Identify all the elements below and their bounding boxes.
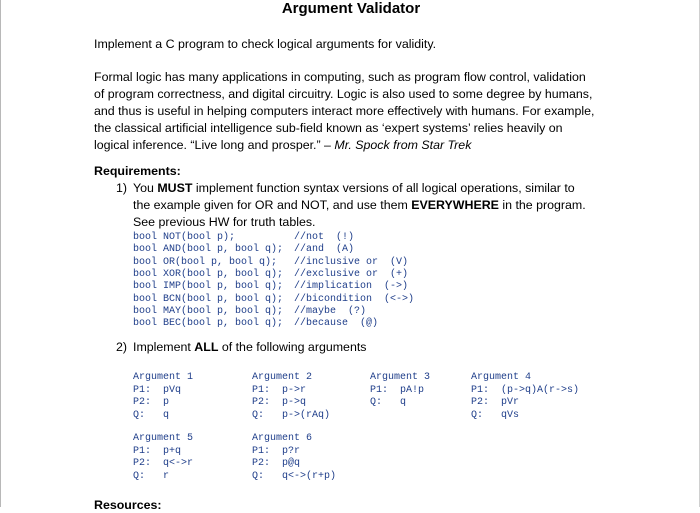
argument-line: Q: qVs bbox=[471, 409, 520, 421]
argument-title: Argument 6 bbox=[252, 433, 313, 444]
argument-title: Argument 5 bbox=[133, 433, 194, 444]
argument-line: P1: (p->q)A(r->s) bbox=[471, 384, 580, 396]
req2-text-a: Implement bbox=[133, 340, 195, 354]
code-line bbox=[133, 281, 409, 293]
req1-everywhere: EVERYWHERE bbox=[411, 198, 499, 212]
code-declaration: bool AND(bool p, bool q); bbox=[133, 244, 284, 256]
argument-4 bbox=[471, 372, 579, 422]
code-declaration: bool IMP(bool p, bool q); bbox=[133, 281, 284, 293]
intro-paragraph: Implement a C program to check logical arguments for validity. bbox=[94, 37, 437, 51]
code-line bbox=[133, 244, 355, 256]
resources-heading: Resources: bbox=[94, 498, 162, 512]
argument-title: Argument 1 bbox=[133, 372, 194, 383]
argument-6 bbox=[252, 433, 336, 483]
code-line bbox=[133, 268, 409, 281]
req1-text-a: You bbox=[133, 181, 158, 195]
req1-text-c: in the program. See previous HW for truth tables. bbox=[133, 198, 586, 229]
code-line bbox=[133, 232, 355, 244]
argument-1 bbox=[133, 372, 193, 422]
argument-title: Argument 3 bbox=[370, 372, 431, 383]
code-comment: //bicondition (<->) bbox=[294, 293, 415, 305]
req2-number: 2) bbox=[116, 340, 128, 354]
argument-line: P1: p+q bbox=[133, 445, 182, 457]
quote-author: Mr. Spock from Star Trek bbox=[334, 138, 472, 152]
code-comment: //inclusive or (V) bbox=[294, 256, 409, 268]
code-declaration: bool BCN(bool p, bool q); bbox=[133, 293, 284, 305]
argument-line: P2: q<->r bbox=[133, 458, 194, 469]
argument-title: Argument 4 bbox=[471, 372, 532, 383]
req1-must: MUST bbox=[157, 181, 193, 195]
main-paragraph-text: Formal logic has many applications in computing, such as program flow control, validation of program correctness, and digital circuitry. Logic is also used to some degree by humans, and thus is useful in helping computers interact more effectively with humans. For example, the classical artificial intelligence sub-field known as ‘expert systems’ relies heavily on logical inference. “Live long and prosper.” – bbox=[94, 70, 595, 152]
code-comment: //implication (->) bbox=[294, 281, 409, 293]
argument-line: Q: p->(rAq) bbox=[252, 409, 331, 421]
code-comment: //and (A) bbox=[294, 244, 355, 256]
code-line bbox=[133, 293, 415, 306]
argument-3 bbox=[370, 372, 430, 410]
argument-line: P1: p?r bbox=[252, 445, 301, 457]
code-declaration: bool NOT(bool p); bbox=[133, 232, 236, 243]
argument-line: P2: p@q bbox=[252, 458, 301, 469]
code-line bbox=[133, 256, 409, 269]
argument-title: Argument 2 bbox=[252, 372, 313, 383]
code-line bbox=[133, 305, 367, 318]
req2-all: ALL bbox=[194, 340, 219, 354]
code-comment: //because (@) bbox=[294, 318, 379, 330]
req2-text-b: of the following arguments bbox=[218, 340, 367, 354]
argument-line: P2: p bbox=[133, 397, 170, 408]
code-declaration: bool OR(bool p, bool q); bbox=[133, 256, 278, 268]
req2-text bbox=[133, 339, 593, 356]
requirements-heading: Requirements: bbox=[94, 164, 181, 178]
code-declaration: bool BEC(bool p, bool q); bbox=[133, 318, 284, 330]
argument-line: P2: p->q bbox=[252, 397, 307, 408]
argument-5 bbox=[133, 433, 193, 483]
code-comment: //not (!) bbox=[294, 232, 355, 243]
argument-line: P1: pVq bbox=[133, 384, 182, 396]
code-comment: //exclusive or (+) bbox=[294, 268, 409, 280]
req1-text-b: implement function syntax versions of all logical operations, similar to the example given for OR and NOT, and use them bbox=[133, 181, 575, 212]
argument-2 bbox=[252, 372, 330, 422]
argument-line: P1: p->r bbox=[252, 384, 307, 396]
main-paragraph bbox=[94, 69, 599, 154]
req1-text bbox=[133, 180, 593, 231]
argument-line: Q: q<->(r+p) bbox=[252, 470, 337, 482]
req1-number: 1) bbox=[116, 181, 128, 195]
argument-line: Q: q bbox=[133, 409, 170, 421]
argument-line: P2: pVr bbox=[471, 397, 520, 408]
page-title: Argument Validator bbox=[281, 0, 421, 17]
code-declaration: bool XOR(bool p, bool q); bbox=[133, 268, 284, 280]
argument-line: Q: r bbox=[133, 470, 170, 482]
argument-line: Q: q bbox=[370, 397, 407, 408]
code-comment: //maybe (?) bbox=[294, 305, 367, 317]
code-declaration: bool MAY(bool p, bool q); bbox=[133, 305, 284, 317]
argument-line: P1: pA!p bbox=[370, 384, 425, 396]
code-line bbox=[133, 318, 379, 330]
